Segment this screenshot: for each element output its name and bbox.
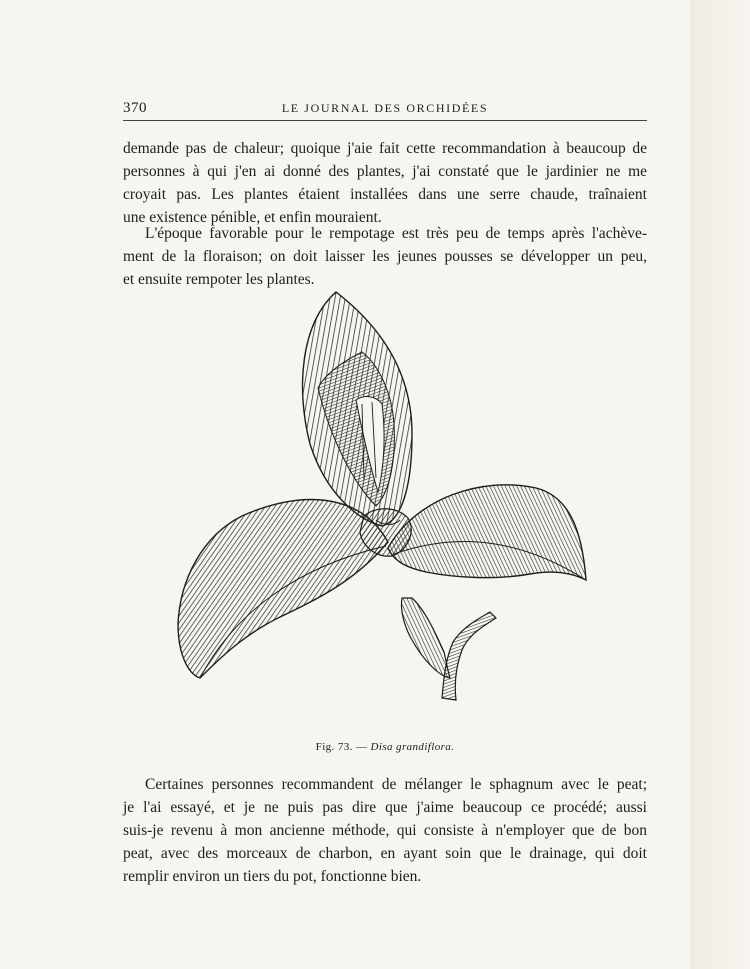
text-line: remplir environ un tiers du pot, fonctionne bien.	[123, 868, 422, 885]
text-line: suis-je revenu à mon ancienne méthode, qui consiste à n'employer que de bon	[123, 822, 647, 839]
text-line: ment de la floraison; on doit laisser les jeunes pousses se développer un peu,	[123, 248, 647, 265]
caption-prefix: Fig. 73. —	[315, 741, 368, 753]
text-line: peat, avec des morceaux de charbon, en ayant soin que le drainage, qui doit	[123, 845, 647, 862]
paragraph-1	[123, 137, 647, 229]
text-line: personnes à qui j'en ai donné des plantes, j'ai constaté que le jardinier ne me	[123, 163, 647, 180]
text-line: demande pas de chaleur; quoique j'aie fait cette recommandation à beaucoup de	[123, 140, 647, 157]
running-title: LE JOURNAL DES ORCHIDÉES	[281, 101, 489, 115]
page-edge-shadow	[690, 0, 750, 969]
running-header	[123, 98, 647, 121]
figure-caption	[123, 741, 647, 753]
text-line: et ensuite rempoter les plantes.	[123, 271, 315, 288]
orchid-engraving	[150, 280, 610, 730]
paragraph-3	[123, 773, 647, 888]
text-line: une existence pénible, et enfin mouraient.	[123, 209, 382, 226]
text-line: croyait pas. Les plantes étaient installées dans une serre chaude, traînaient	[123, 186, 647, 203]
page-number: 370	[123, 100, 147, 116]
caption-species: Disa grandiflora.	[370, 741, 455, 753]
text-line: L'époque favorable pour le rempotage est très peu de temps après l'achève-	[145, 225, 647, 242]
text-line: je l'ai essayé, et je ne puis pas dire que j'aime beaucoup ce procédé; aussi	[123, 799, 647, 816]
text-line: Certaines personnes recommandent de mélanger le sphagnum avec le peat;	[145, 776, 647, 793]
orchid-illustration	[150, 280, 610, 730]
